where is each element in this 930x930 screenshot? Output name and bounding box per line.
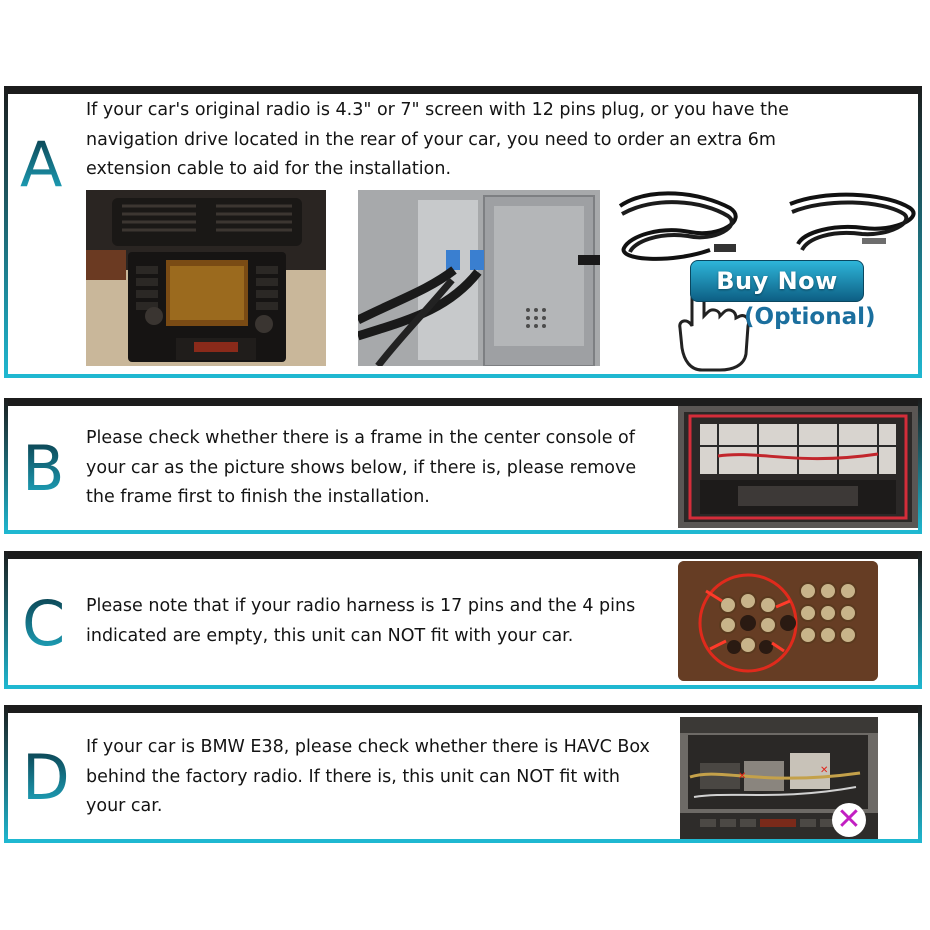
section-d-card xyxy=(4,705,922,843)
section-a-text: If your car's original radio is 4.3" or 7" screen with 12 pins plug, or you have the navigation drive located in the rear of your car, you need to order an extra 6m extension cable to aid for the installation. xyxy=(86,100,789,179)
extension-cable-photo-2 xyxy=(774,188,920,258)
section-c-text: Please note that if your radio harness is 17 pins and the 4 pins indicated are empty, this unit can NOT fit with your car. xyxy=(86,596,636,646)
svg-text:✕: ✕ xyxy=(738,771,747,782)
section-b-card xyxy=(4,398,922,534)
navigation-drive-photo xyxy=(358,190,600,366)
radio-harness-pins-photo xyxy=(678,561,878,681)
section-a-card xyxy=(4,86,922,378)
section-a-letter: A xyxy=(20,128,63,201)
optional-label: (Optional) xyxy=(744,304,876,330)
reject-x-icon: ✕ xyxy=(832,803,866,837)
buy-now-button[interactable]: Buy Now xyxy=(690,260,864,302)
havc-box-photo xyxy=(680,717,878,839)
extension-cable-photo-1 xyxy=(610,186,750,266)
section-b-letter: B xyxy=(22,432,65,505)
section-b-text: Please check whether there is a frame in the center console of your car as the picture shows below, if there is, please remove the frame first to finish the installation. xyxy=(86,428,637,507)
section-c-card xyxy=(4,551,922,689)
center-console-frame-photo xyxy=(678,406,918,528)
section-d-text: If your car is BMW E38, please check whether there is HAVC Box behind the factory radio. If there is, this unit can NOT fit with your car. xyxy=(86,737,650,816)
svg-text:✕: ✕ xyxy=(820,765,829,776)
factory-radio-photo xyxy=(86,190,326,366)
section-c-letter: C xyxy=(22,587,66,660)
section-d-letter: D xyxy=(22,741,70,814)
